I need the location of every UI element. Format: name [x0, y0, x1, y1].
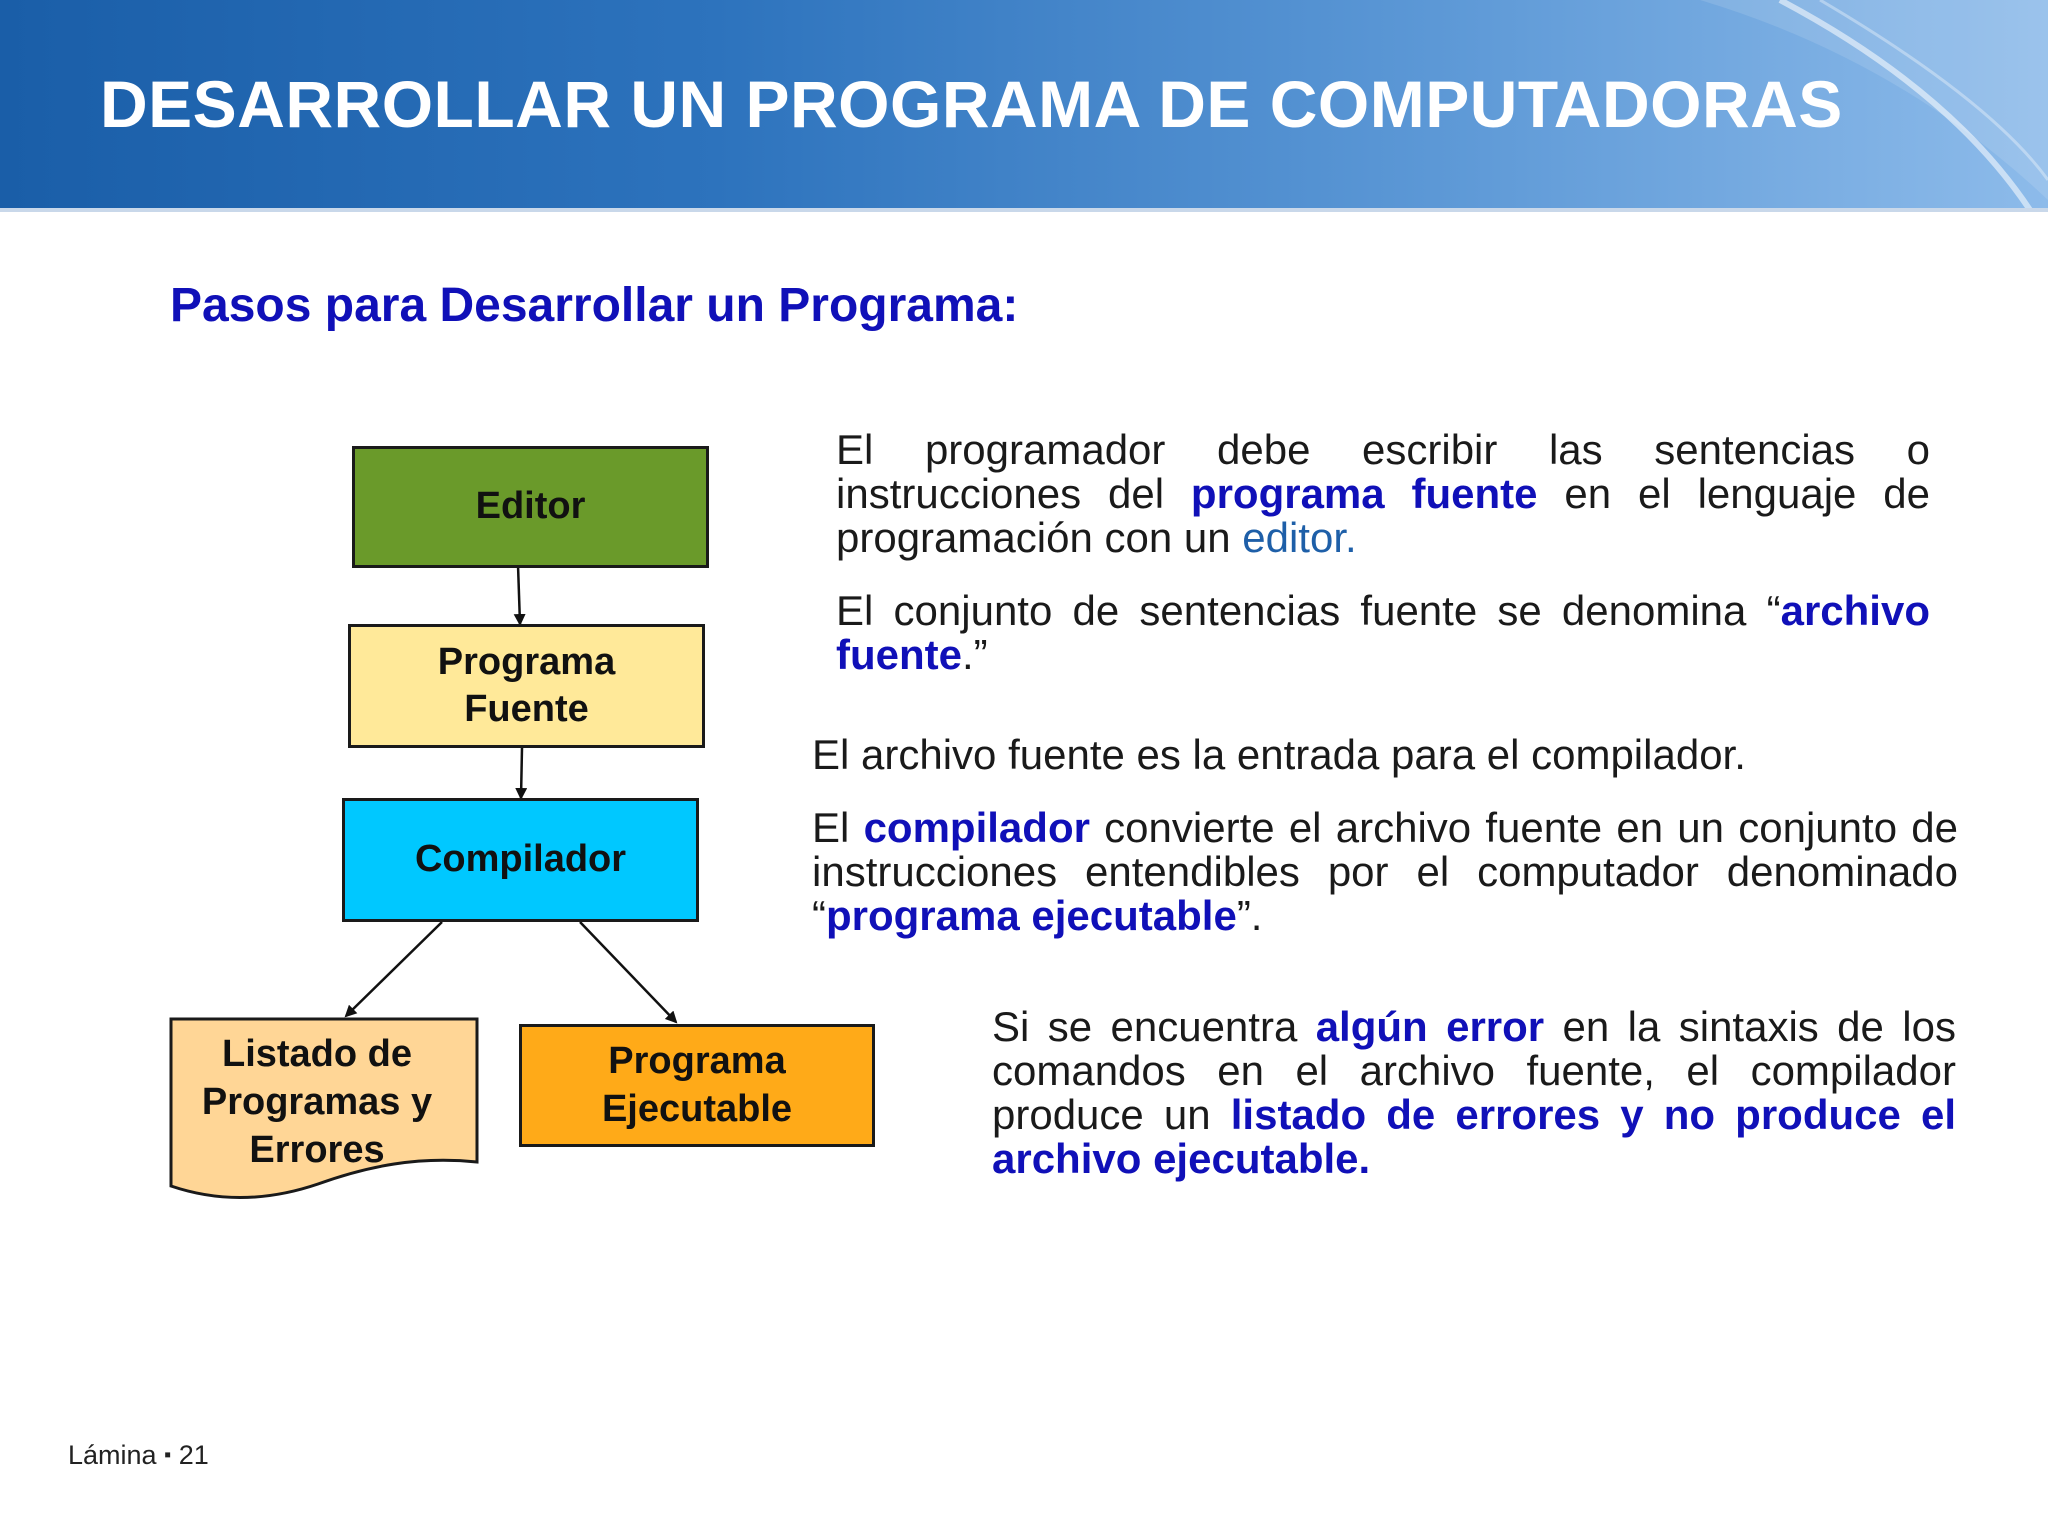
paragraph-editor	[836, 428, 1930, 560]
p4-emphasis-compilador: compilador	[863, 804, 1090, 851]
p4-text-1: El	[812, 804, 864, 851]
paragraph-archivo-fuente	[836, 589, 1930, 677]
paragraph-error	[992, 1005, 1956, 1181]
p1-text-1: El programador debe escribir las sentencias o instrucciones del	[836, 426, 1930, 517]
p5-text-1: Si se encuentra	[992, 1003, 1316, 1050]
programa-ejecutable-label: Programa Ejecutable	[601, 1040, 793, 1130]
p5-emphasis-listado-errores: listado de errores y no produce el archivo ejecutable.	[992, 1091, 1956, 1182]
p2-emphasis-archivo-fuente: archivo fuente	[836, 587, 1930, 678]
footer-page-number: 21	[178, 1440, 209, 1470]
p4-emphasis-programa-ejecutable: programa ejecutable	[826, 892, 1237, 939]
arrow-fuente-to-compilador	[521, 748, 522, 798]
editor-box	[352, 446, 709, 568]
p1-text-2: en el lenguaje de programación con un	[836, 470, 1930, 561]
compilador-label: Compilador	[414, 838, 627, 881]
paragraph-compilador	[812, 806, 1958, 938]
footer-separator: ▪	[164, 1444, 172, 1466]
p1-emphasis-editor: editor.	[1242, 514, 1357, 561]
section-subtitle: Pasos para Desarrollar un Programa:	[170, 279, 1019, 332]
listado-label: Listado de Programas y Errores	[201, 1033, 433, 1171]
compilador-box	[342, 798, 699, 922]
p5-emphasis-algun-error: algún error	[1315, 1003, 1545, 1050]
paragraph-entrada	[812, 733, 1962, 777]
p2-text-1: El conjunto de sentencias fuente se denomina “	[836, 587, 1781, 634]
p3-text-1: El archivo fuente es la entrada para el compilador.	[812, 731, 1746, 778]
arrow-compilador-to-ejecutable	[580, 922, 676, 1022]
p2-text-2: .”	[962, 631, 988, 678]
arrow-compilador-to-listado	[346, 922, 442, 1016]
programa-fuente-label: Programa Fuente	[437, 640, 616, 730]
p4-text-2: convierte el archivo fuente en un conjunto de instrucciones entendibles por el computador denominado “	[812, 804, 1958, 939]
p1-emphasis-programa-fuente: programa fuente	[1190, 470, 1538, 517]
programa-ejecutable-box	[519, 1024, 875, 1147]
editor-label: Editor	[475, 485, 586, 528]
footer-label: Lámina	[68, 1440, 157, 1470]
programa-fuente-box	[348, 624, 705, 748]
p5-text-2: en la sintaxis de los comandos en el archivo fuente, el compilador produce un	[992, 1003, 1956, 1138]
slide-title: DESARROLLAR UN PROGRAMA DE COMPUTADORAS	[100, 67, 1843, 141]
p4-text-3: ”.	[1236, 892, 1263, 939]
arrow-editor-to-fuente	[518, 565, 520, 624]
slide-footer	[68, 1440, 209, 1471]
